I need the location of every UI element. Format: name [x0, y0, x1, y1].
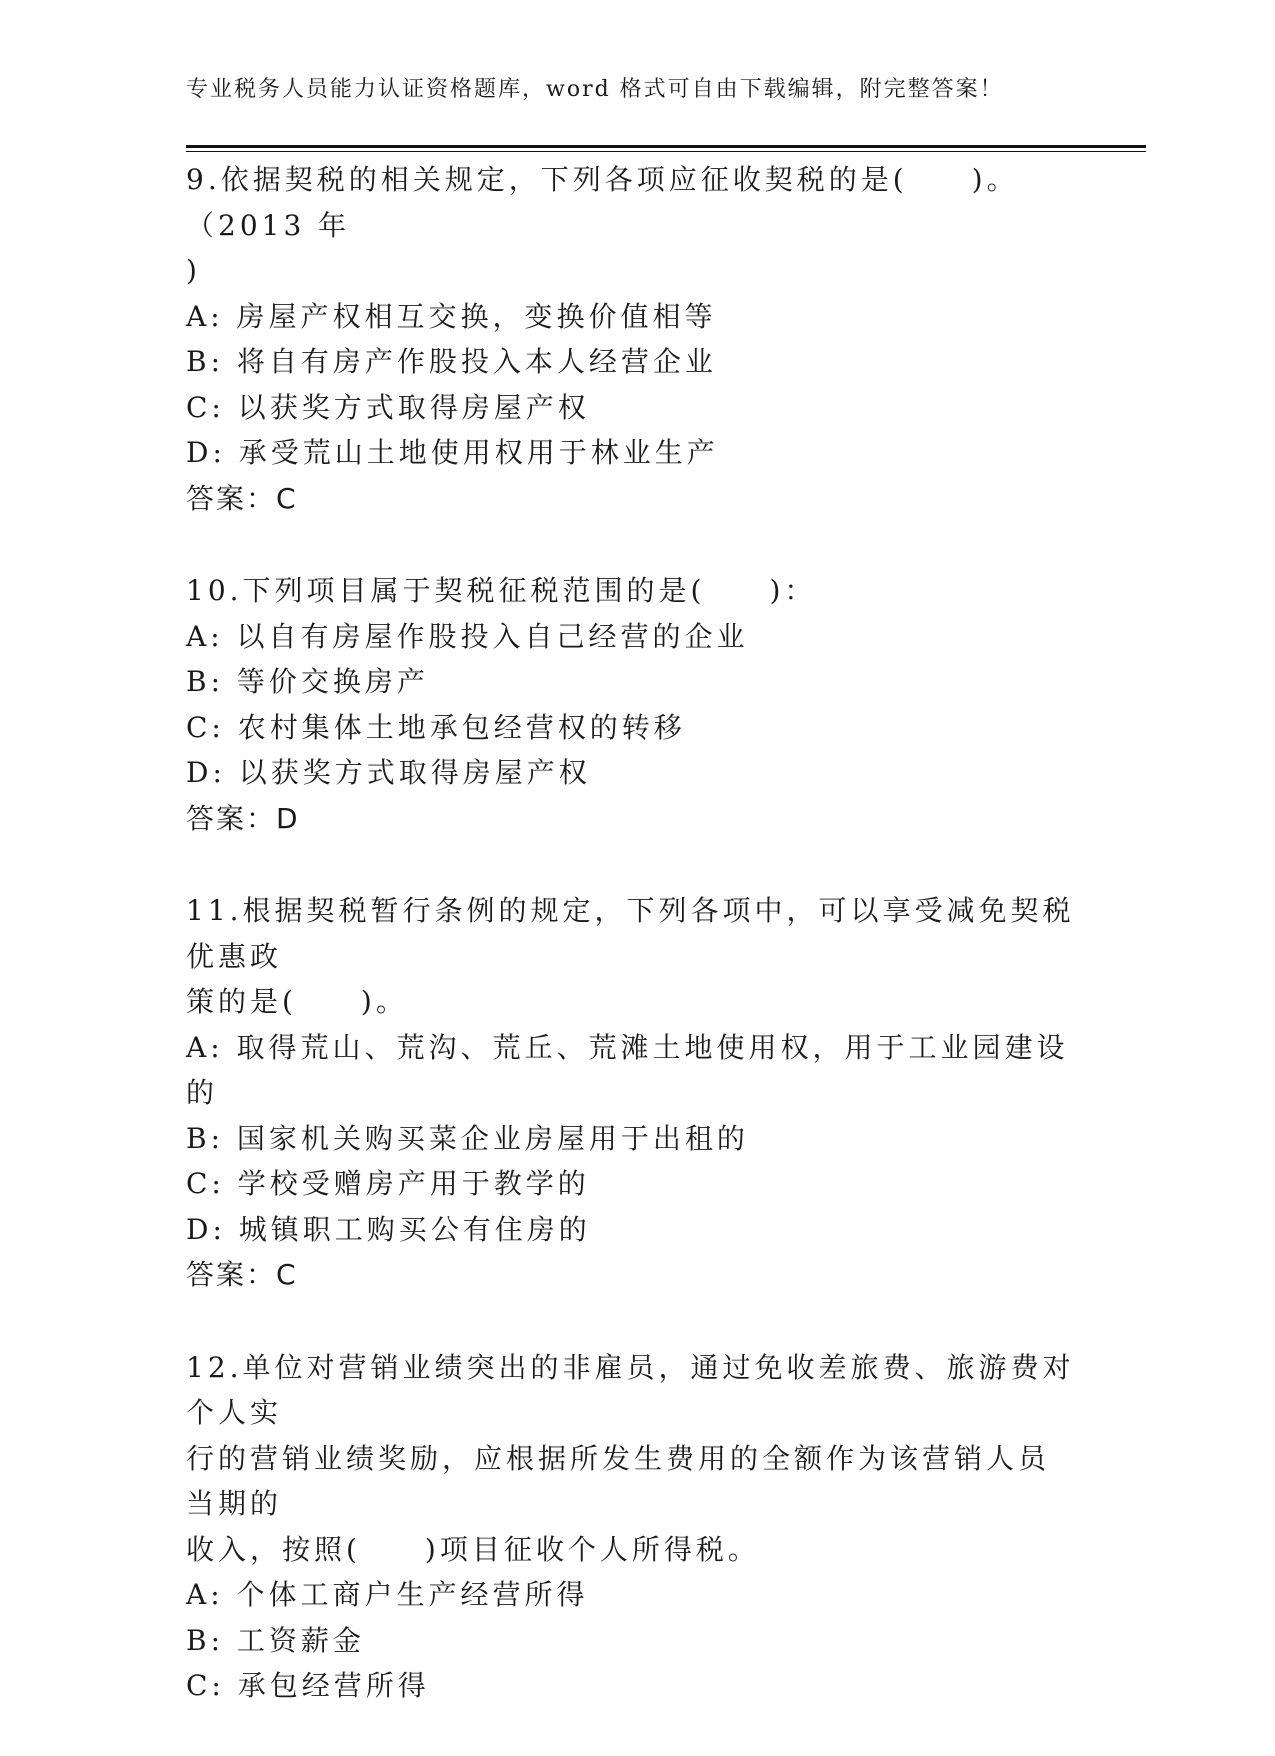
option-b: B: 等价交换房产 [186, 665, 429, 698]
answer-label: 答案：D [186, 801, 300, 835]
option-c: C: 农村集体土地承包经营权的转移 [186, 710, 686, 744]
page-header: 专业税务人员能力认证资格题库，word 格式可自由下载编辑，附完整答案！ [186, 77, 1004, 102]
question-10 [186, 568, 1076, 841]
question-stem-line: 行的营销业绩奖励，应根据所发生费用的全额作为该营销人员当期的 [186, 1441, 1051, 1520]
option-c: C: 承包经营所得 [186, 1669, 430, 1702]
option-b: B: 工资薪金 [186, 1623, 365, 1657]
question-stem-line: 收入，按照( )项目征收个人所得税。 [186, 1532, 760, 1566]
question-9 [186, 157, 1076, 521]
header-rule-thick [186, 145, 1146, 148]
question-list [186, 157, 1076, 1756]
question-stem-line: 9.依据契税的相关规定，下列各项应征收契税的是( )。（2013 年 [186, 163, 1019, 242]
option-d: D: 承受荒山土地使用权用于林业生产 [186, 436, 719, 469]
option-c: C: 学校受赠房产用于教学的 [186, 1167, 590, 1200]
answer-label: 答案：C [186, 1258, 298, 1291]
option-d: D: 城镇职工购买公有住房的 [186, 1212, 591, 1246]
question-12 [186, 1345, 1076, 1709]
option-d: D: 以获奖方式取得房屋产权 [186, 756, 591, 789]
option-a: A: 以自有房屋作股投入自己经营的企业 [186, 619, 749, 653]
question-stem-line: 10.下列项目属于契税征税范围的是( )： [186, 574, 817, 607]
option-c: C: 以获奖方式取得房屋产权 [186, 390, 590, 424]
option-b: B: 将自有房产作股投入本人经营企业 [186, 345, 717, 378]
question-stem-line: 11.根据契税暂行条例的规定，下列各项中，可以享受减免契税优惠政 [186, 894, 1075, 973]
option-a: A: 房屋产权相互交换，变换价值相等 [186, 299, 717, 333]
option-a: A: 取得荒山、荒沟、荒丘、荒滩土地使用权，用于工业园建设的 [186, 1030, 1069, 1109]
header-rule-thin [186, 151, 1146, 152]
option-b: B: 国家机关购买菜企业房屋用于出租的 [186, 1121, 749, 1155]
question-11 [186, 888, 1076, 1298]
question-stem-line: ) [186, 254, 201, 287]
option-a: A: 个体工商户生产经营所得 [186, 1578, 589, 1611]
question-stem-line: 12.单位对营销业绩突出的非雇员，通过免收差旅费、旅游费对个人实 [186, 1350, 1075, 1429]
answer-label: 答案：C [186, 481, 298, 515]
question-stem-line: 策的是( )。 [186, 985, 408, 1018]
